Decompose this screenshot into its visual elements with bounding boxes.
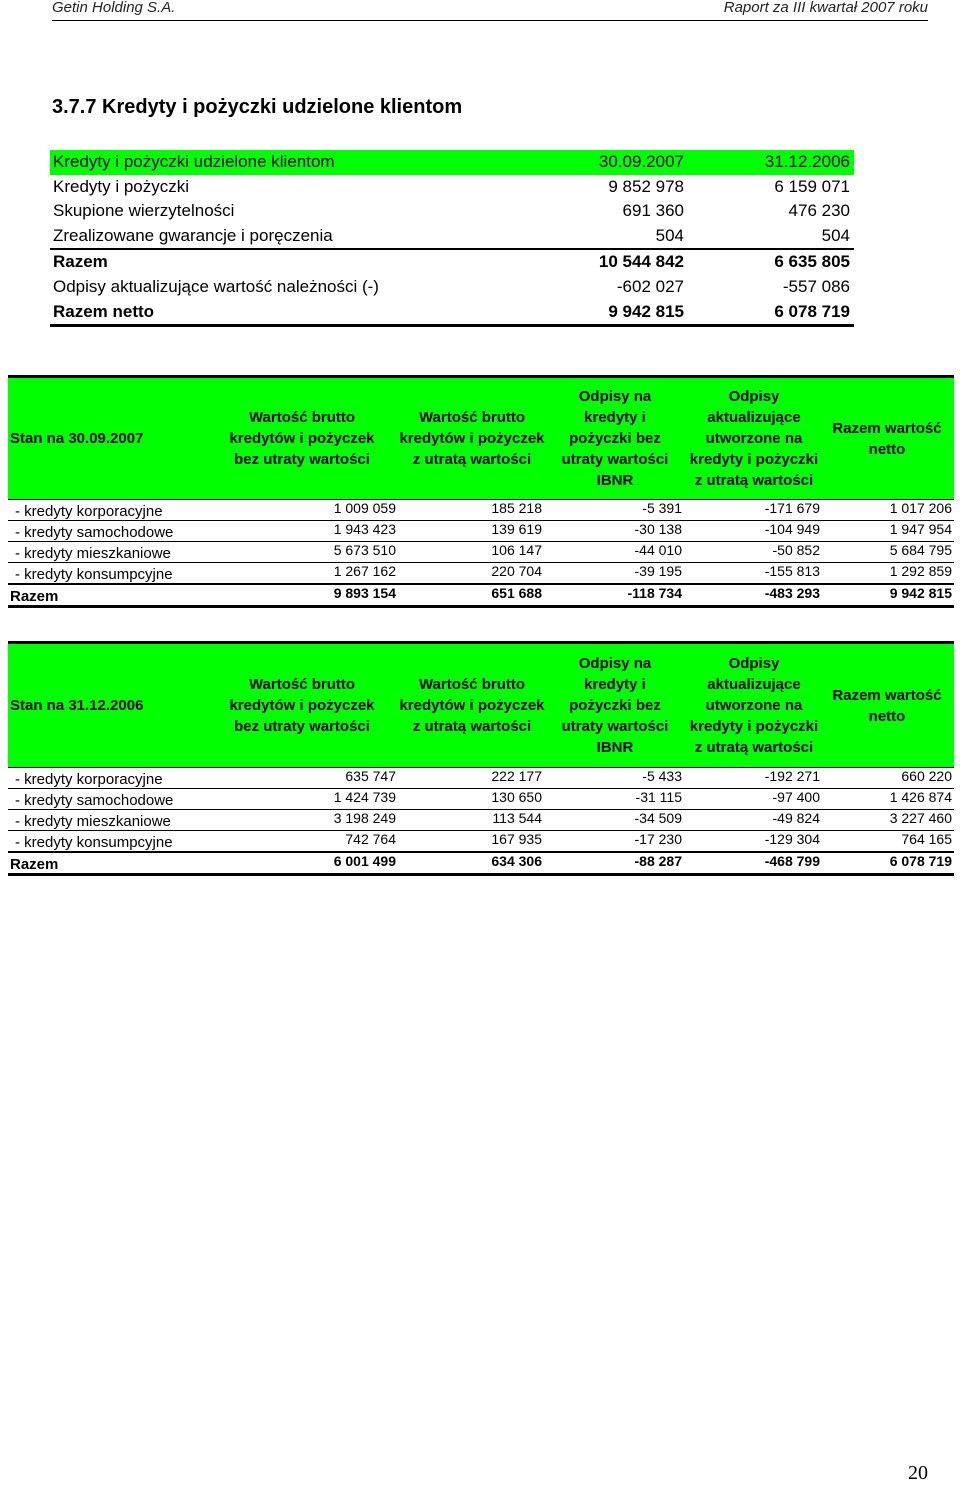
column-header: Razem wartość netto [832,686,942,725]
table-row [8,500,954,521]
section-title: 3.7.7 Kredyty i pożyczki udzielone klientom [52,96,463,118]
table-header [8,641,954,768]
cell: 5 684 795 [889,542,952,558]
column-header: Wartość brutto kredytów i pożyczek z utratą wartości [399,676,545,735]
summary-label: Skupione wierzytelności [53,201,235,221]
cell: 1 424 739 [333,789,396,805]
cell: 634 306 [491,853,542,869]
summary-value-2007: -602 027 [616,276,684,296]
cell: -104 949 [764,521,820,537]
row-label: Razem [10,588,59,605]
cell: 1 017 206 [889,500,952,516]
cell: -34 509 [634,810,682,826]
table-row [8,542,954,563]
cell: 635 747 [345,768,396,784]
column-header: Odpisy na kredyty i pożyczki bez utraty wartości IBNR [561,655,669,756]
summary-value-2006: -557 086 [782,276,850,296]
table-row [8,768,954,789]
summary-value-2006: 6 159 071 [774,176,850,196]
summary-header-row [50,150,854,175]
cell: 6 001 499 [333,853,396,869]
column-header: Wartość brutto kredytów i pożyczek bez utraty wartości [229,676,375,735]
cell: -118 734 [627,585,682,601]
table-total-row [8,585,954,608]
cell: 9 893 154 [333,585,396,601]
summary-label: Razem netto [53,301,155,321]
column-header: Odpisy aktualizujące utworzone na kredyty i pożyczki z utratą wartości [689,655,819,756]
cell: -17 230 [634,831,682,847]
cell: -30 138 [634,521,682,537]
summary-value-2007: 504 [655,225,684,245]
table-total-row [8,853,954,876]
cell: -5 391 [642,500,682,516]
cell: -5 433 [642,768,682,784]
summary-row [50,175,854,200]
row-label: - kredyty konsumpcyjne [15,566,173,583]
summary-label: Razem [53,252,108,272]
cell: 5 673 510 [333,542,396,558]
cell: -88 287 [634,853,682,869]
table-row [8,810,954,831]
cell: 1 267 162 [333,563,396,579]
report-title: Raport za III kwartał 2007 roku [723,0,928,16]
cell: 222 177 [491,768,542,784]
summary-value-2007: 10 544 842 [598,252,684,272]
cell: 1 943 423 [333,521,396,537]
summary-header-col1: 30.09.2007 [598,152,684,171]
summary-value-2006: 476 230 [788,201,850,221]
row-label: - kredyty mieszkaniowe [15,545,171,562]
row-label: - kredyty korporacyjne [15,503,163,520]
cell: 220 704 [491,563,542,579]
cell: -39 195 [634,563,682,579]
table-title: Stan na 30.09.2007 [10,430,144,447]
cell: 9 942 815 [889,585,952,601]
cell: 1 009 059 [333,500,396,516]
header-rule [52,20,928,21]
cell: -97 400 [772,789,820,805]
summary-label: Zrealizowane gwarancje i poręczenia [53,225,333,245]
table-title: Stan na 31.12.2006 [10,697,144,714]
table-row [8,789,954,810]
summary-row [50,199,854,224]
summary-value-2006: 6 078 719 [774,301,850,321]
table-header [8,375,954,500]
summary-row-net [50,300,854,328]
cell: -171 679 [764,500,820,516]
summary-row [50,224,854,249]
cell: -44 010 [634,542,682,558]
row-label: - kredyty mieszkaniowe [15,813,171,830]
column-header: Odpisy aktualizujące utworzone na kredyty i pożyczki z utratą wartości [689,388,819,489]
cell: -483 293 [764,585,820,601]
cell: -468 799 [764,853,820,869]
cell: 3 198 249 [333,810,396,826]
cell: 113 544 [492,810,542,826]
column-header: Wartość brutto kredytów i pożyczek z utratą wartości [399,409,545,468]
summary-value-2007: 9 942 815 [608,301,684,321]
row-label: - kredyty samochodowe [15,792,174,809]
cell: 764 165 [901,831,952,847]
company-name: Getin Holding S.A. [52,0,176,16]
summary-label: Kredyty i pożyczki [53,176,190,196]
cell: 3 227 460 [889,810,952,826]
cell: -31 115 [635,789,682,805]
summary-header-label: Kredyty i pożyczki udzielone klientom [53,152,335,171]
cell: -129 304 [764,831,820,847]
summary-label: Odpisy aktualizujące wartość należności (-) [53,276,379,296]
row-label: - kredyty konsumpcyjne [15,834,173,851]
cell: -192 271 [764,768,820,784]
cell: -49 824 [772,810,820,826]
cell: 6 078 719 [889,853,952,869]
cell: 130 650 [491,789,542,805]
summary-header-col2: 31.12.2006 [764,152,850,171]
loans-table-2006 [8,641,954,876]
summary-value-2006: 504 [821,225,850,245]
page-number: 20 [908,1462,928,1484]
summary-row [50,275,854,300]
loans-table-2007 [8,375,954,608]
table-row [8,521,954,542]
cell: -155 813 [764,563,820,579]
cell: 167 935 [491,831,542,847]
row-label: - kredyty samochodowe [15,524,174,541]
cell: 742 764 [345,831,396,847]
summary-value-2007: 691 360 [622,201,684,221]
summary-value-2007: 9 852 978 [608,176,684,196]
cell: 106 147 [491,542,542,558]
column-header: Razem wartość netto [832,419,942,458]
cell: 1 426 874 [889,789,952,805]
cell: 139 619 [491,521,542,537]
row-label: - kredyty korporacyjne [15,771,163,788]
summary-row-total [50,248,854,275]
summary-value-2006: 6 635 805 [774,252,850,272]
cell: 185 218 [491,500,542,516]
summary-table [50,150,854,327]
cell: 660 220 [901,768,952,784]
cell: 651 688 [491,585,542,601]
column-header: Wartość brutto kredytów i pożyczek bez utraty wartości [229,409,375,468]
column-header: Odpisy na kredyty i pożyczki bez utraty wartości IBNR [561,388,669,489]
cell: 1 292 859 [889,563,952,579]
cell: 1 947 954 [889,521,952,537]
cell: -50 852 [772,542,820,558]
row-label: Razem [10,856,59,873]
table-row [8,831,954,853]
table-row [8,563,954,585]
